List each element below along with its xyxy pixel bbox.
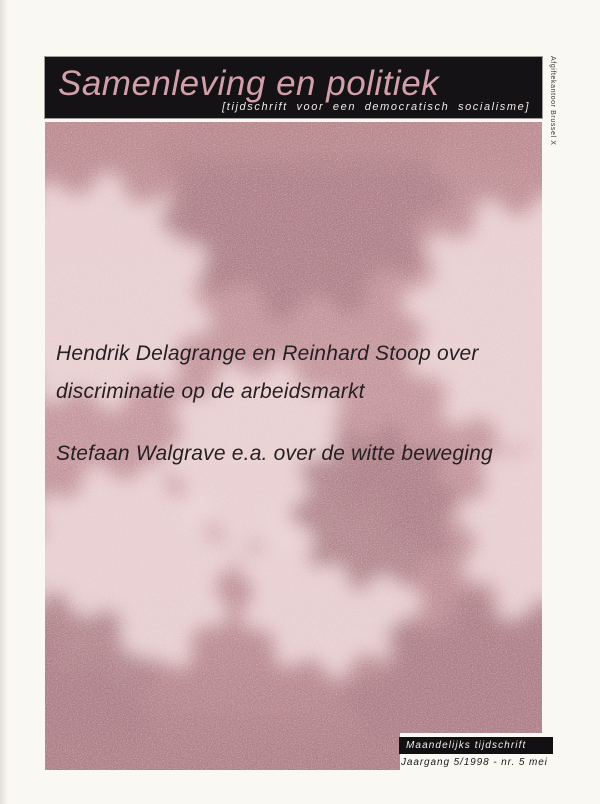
- scan-edge-shadow: [0, 0, 8, 804]
- cover-artwork: [45, 122, 542, 770]
- headline-discrimination-line2: discriminatie op de arbeidsmarkt: [56, 380, 365, 403]
- magazine-title: Samenleving en politiek: [58, 64, 440, 103]
- frequency-bar: [399, 737, 553, 754]
- masthead: [45, 57, 542, 118]
- issue-info: Jaargang 5/1998 - nr. 5 mei: [401, 757, 548, 768]
- magazine-subtitle: [tijdschrift voor een democratisch socialisme]: [222, 101, 530, 113]
- headline-discrimination-line1: Hendrik Delagrange en Reinhard Stoop over: [56, 342, 479, 365]
- frequency-label: Maandelijks tijdschrift: [406, 740, 527, 751]
- headline-witte-beweging: Stefaan Walgrave e.a. over de witte beweging: [56, 442, 493, 465]
- mailing-label: Afgiftekantoor Brussel X: [549, 56, 556, 146]
